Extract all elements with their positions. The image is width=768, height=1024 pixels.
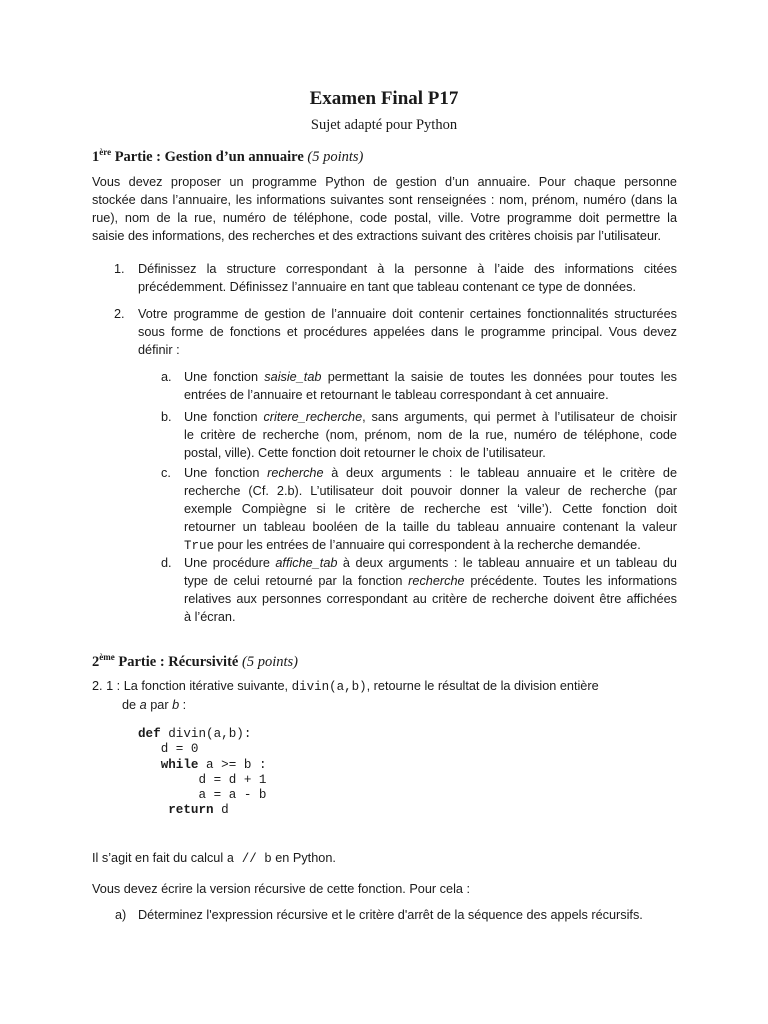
question-2-1 [92,677,692,714]
part1-points: (5 points) [307,149,364,165]
item2-text [138,305,677,359]
code-init: d = 0 [160,742,199,757]
item1-line: précédemment. Définissez l’annuaire en tant que tableau contenant ce type de données. [138,280,636,294]
sub-a-line: Une fonction saisie_tab permettant la saisie de toutes les données pour toutes les [184,370,678,384]
sub-b-line: le critère de recherche (nom, prénom, nom de la rue, numéro de téléphone, code [184,428,677,442]
sub-d-line: Une procédure affiche_tab à deux arguments : le tableau annuaire et un tableau du [184,556,677,570]
recursive-intro: Vous devez écrire la version récursive de cette fonction. Pour cela : [92,882,470,896]
code-divin: divin(a,b) [291,680,367,694]
sub-b-line: postal, ville). Cette fonction doit retourner le choix de l’utilisateur. [184,446,546,460]
sub-d-text [184,554,677,626]
part2-heading-ordinal: ème [99,652,115,662]
q21-line: 2. 1 : La fonction itérative suivante, divin(a,b), retourne le résultat de la division entière [92,679,599,694]
sub-c-line: retourner un tableau booléen de la taille du tableau annuaire contenant la valeur [184,520,677,534]
item1-text [138,260,677,296]
item1-number: 1. [114,262,125,276]
sub-c-line: True pour les entrées de l’annuaire qui correspondent à la recherche demandée. [184,538,641,553]
function-name-critere-recherche: critere_recherche [263,410,363,424]
part2-heading-number: 2 [92,654,100,670]
sub-a-text [184,368,677,404]
part2-heading [92,654,298,671]
item-a-label: a) [115,908,127,922]
function-name-affiche-tab: affiche_tab [275,556,338,570]
item1-line: Définissez la structure correspondant à la personne à l’aide des informations citées [138,262,677,276]
sub-b-line: Une fonction critere_recherche, sans arguments, qui permet à l’utilisateur de choisir [184,410,678,424]
sub-d-line: type de celui retourné par la fonction recherche précédente. Toutes les informations [184,574,677,588]
sub-c-line: exemple Compiègne si le critère de recherche est ‘ville’). Cette fonction doit [184,502,677,516]
code-return-value: d [213,803,229,818]
code-signature: divin(a,b): [160,727,252,741]
function-name-saisie-tab: saisie_tab [264,370,322,384]
sub-d-line: à l’écran. [184,610,236,624]
code-increment: d = d + 1 [198,772,267,787]
code-block [138,727,267,819]
part1-heading-text: Partie : Gestion d’un annuaire [111,149,308,165]
intro-line: Vous devez proposer un programme Python de gestion d’un annuaire. Pour chaque personne [92,175,677,189]
item2-line: Votre programme de gestion de l’annuaire doit contenir certaines fonctionnalités structurées [138,307,677,321]
calc-sentence: Il s’agit en fait du calcul a // b en Python. [92,851,336,866]
item2-line: définir : [138,343,180,357]
part1-heading-ordinal: ère [99,147,112,157]
sub-c-line: Une fonction recherche à deux arguments : le tableau annuaire et le critère de [184,466,678,480]
keyword-def: def [138,727,161,741]
code-true: True [184,539,215,553]
item2-line: sous forme de fonctions et procédures appelées dans le programme principal. Vous devez [138,325,677,339]
part1-heading-number: 1 [92,149,100,165]
sub-b-label: b. [161,410,172,424]
q21-line: de a par b : [122,698,187,712]
sub-c-label: c. [161,466,171,480]
intro-line: rue), nom de la rue, numéro de téléphone, code postal, ville. Votre programme doit permettre la [92,211,677,225]
var-b: b [172,698,180,712]
part1-intro [92,173,677,245]
sub-a-line: entrées de l’annuaire et retournant le tableau correspondant à cet annuaire. [184,388,609,402]
page-subtitle: Sujet adapté pour Python [310,117,458,133]
keyword-return: return [168,803,214,818]
item-a-text: Déterminez l'expression récursive et le critère d'arrêt de la séquence des appels récursifs. [138,908,643,922]
sub-d-label: d. [161,556,172,570]
part2-points: (5 points) [241,654,298,670]
item2-number: 2. [114,307,125,321]
keyword-while: while [160,757,199,772]
sub-b-text [184,408,677,462]
part2-heading-text: Partie : Récursivité [114,654,242,670]
function-name-recherche: recherche [267,466,324,480]
part1-heading [92,149,363,166]
var-a: a [139,698,147,712]
sub-c-text [184,464,677,555]
sub-d-line: relatives aux personnes correspondant au critère de recherche doivent être affichées [184,592,677,606]
code-subtract: a = a - b [198,788,267,803]
code-condition: a >= b : [198,757,267,772]
page-title: Examen Final P17 [309,88,459,109]
sub-c-line: recherche (Cf. 2.b). L’utilisateur doit pouvoir donner la valeur de recherche (par [184,484,677,498]
intro-line: saisie des informations, des recherches et des extractions suivant des critères choisis par l’utilisateur. [92,229,662,243]
function-name-recherche-ref: recherche [408,574,465,588]
sub-a-label: a. [161,370,172,384]
code-floor-div: a // b [226,852,272,866]
intro-line: stockée dans l’annuaire, les informations suivantes sont renseignées : nom, prénom, numéro (dans la [92,193,677,207]
